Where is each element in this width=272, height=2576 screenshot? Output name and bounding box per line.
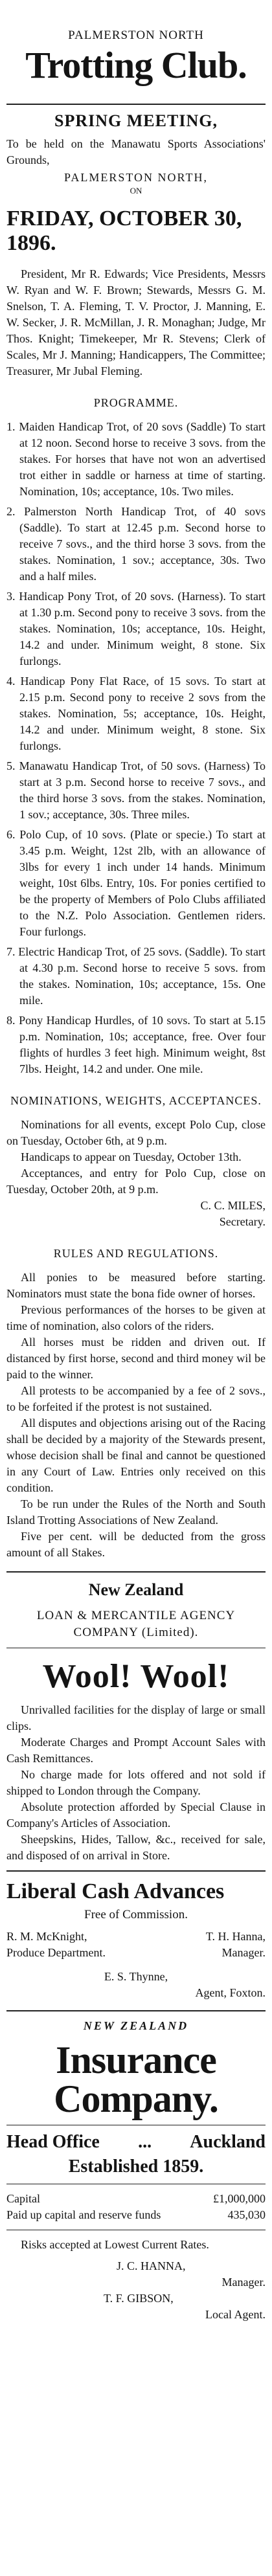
loan-nz-heading: New Zealand (88, 1580, 184, 1599)
signatory-name: R. M. McKnight, (6, 1930, 87, 1943)
insurance-nz-heading: NEW ZEALAND (83, 2019, 189, 2032)
meeting-date (6, 207, 266, 256)
established-line: Established 1859. (68, 2156, 204, 2177)
loan-company-line2: COMPANY (Limited). (73, 1626, 199, 1639)
wool-heading: Wool! Wool! (42, 1658, 230, 1695)
commission-note: Free of Commission. (84, 1908, 188, 1921)
acceptances-close: Acceptances, and entry for Polo Cup, close on Tuesday, October 20th, at 9 p.m. (6, 1167, 266, 1196)
rule-item: All horses must be ridden and driven out. If distanced by first horse, second and third money wil be paid to the winner. (6, 1336, 266, 1381)
divider (6, 2010, 266, 2011)
meeting-on: ON (130, 186, 142, 196)
agent-name: E. S. Thynne, (104, 1970, 168, 1983)
head-office-dots: ... (138, 2132, 152, 2152)
loan-para: Unrivalled facilities for the display of large or small clips. (6, 1703, 266, 1732)
rule-item: Five per cent. will be deducted from the gross amount of all Stakes. (6, 1530, 266, 1559)
capital-value: £1,000,000 (213, 2192, 266, 2205)
race-item: 4. Handicap Pony Flat Race, of 15 sovs. To start at 2.15 p.m. Second pony to receive 2 sovs from the stakes. Nomination, 5s; acceptance, 10s. Height, 14.2 and under. Minimum weight, 8 stone. Six furlongs. (6, 675, 266, 752)
divider (6, 1870, 266, 1872)
town-heading: PALMERSTON NORTH (68, 28, 204, 42)
race-item: 5. Manawatu Handicap Trot, of 50 sovs. (Harness) To start at 3 p.m. Second horse to receive 7 sovs., and the third horse 3 sovs. from the stakes. Nomination, 1 sov.; acceptance, 30s. Three miles. (6, 759, 266, 821)
head-office-city: Auckland (190, 2132, 266, 2152)
manager-title: Manager. (221, 2276, 266, 2289)
nominations-close: Nominations for all events, except Polo Cup, close on Tuesday, October 6th, at 9 p.m. (6, 1118, 266, 1147)
capital-label: Capital (6, 2192, 40, 2205)
advertisement-column (6, 0, 266, 2323)
paid-up-value: 435,030 (227, 2208, 266, 2221)
capital-row (6, 2191, 266, 2207)
loan-para: Moderate Charges and Prompt Account Sales with Cash Remittances. (6, 1736, 266, 1765)
race-item: 1. Maiden Handicap Trot, of 20 sovs (Saddle) To start at 12 noon. Second horse to receive 3 sovs. from the stakes. For horses that have not won an advertised trot either in saddle or harness at time of starting. Nomination, 10s; acceptance, 10s. Two miles. (6, 420, 266, 498)
rule-item: All ponies to be measured before starting. Nominators must state the bona fide owner of horses. (6, 1271, 266, 1300)
race-item: 6. Polo Cup, of 10 sovs. (Plate or specie.) To start at 3.45 p.m. Weight, 12st 2lb, with an allowance of 3lbs for every 1 inch under 14 hands. Minimum weight, 10st 6lbs. Entry, 10s. For ponies certified to be the property of Members of Polo Clubs affiliated to the N.Z. Polo Association. Gentlemen riders. Four furlongs. (6, 828, 266, 938)
programme-title: PROGRAMME. (93, 396, 179, 409)
secretary-name: C. C. MILES, (200, 1199, 266, 1212)
rule-item: All disputes and objections arising out of the Racing shall be decided by a majority of the Stewards present, whose decision shall be final and cannot be questioned in any Court of Law. Entries only received on this condition. (6, 1417, 266, 1494)
rules-title: RULES AND REGULATIONS. (53, 1247, 219, 1260)
loan-para: No charge made for lots offered and not sold if shipped to London through the Company. (6, 1768, 266, 1797)
signatory-row (6, 1945, 266, 1961)
risks-note: Risks accepted at Lowest Current Rates. (21, 2238, 209, 2251)
race-item: 7. Electric Handicap Trot, of 25 sovs. (Saddle). To start at 4.30 p.m. Second horse to receive 5 sovs. from the stakes. Nomination, 10s; acceptance, 15s. One mile. (6, 945, 266, 1007)
loan-para: Sheepskins, Hides, Tallow, &c., received for sale, and disposed of on arrival in Store. (6, 1833, 266, 1862)
rule-item: To be run under the Rules of the North and South Island Trotting Associations of New Zealand. (6, 1497, 266, 1527)
head-office-label: Head Office (6, 2132, 100, 2152)
signatory-title: Manager. (221, 1946, 266, 1959)
meeting-date-text: FRIDAY, OCTOBER 30, 1896. (6, 207, 242, 255)
paid-up-row (6, 2207, 266, 2223)
paid-up-label: Paid up capital and reserve funds (6, 2208, 161, 2221)
divider (6, 104, 266, 105)
rule-item: All protests to be accompanied by a fee of 2 sovs., to be forfeited if the protest is not sustained. (6, 1384, 266, 1413)
cash-advances-heading: Liberal Cash Advances (6, 1879, 225, 1903)
signatory-name: T. H. Hanna, (205, 1930, 266, 1943)
meeting-title: SPRING MEETING, (54, 111, 218, 130)
race-list (6, 419, 266, 1077)
secretary-title: Secretary. (219, 1215, 266, 1228)
officers-list: President, Mr R. Edwards; Vice Presidents, Messrs W. Ryan and W. F. Brown; Stewards, Messrs G. M. Snelson, T. A. Fleming, T. V. Proctor, J. Manning, E. W. Secker, J. R. McMillan, J. R. Monaghan; Judge, Mr Thos. Knight; Timekeeper, Mr R. Stevens; Clerk of Scales, Mr J. Manning; Handicappers, The Committee; Treasurer, Mr Jubal Fleming. (6, 267, 266, 377)
loan-company-line1: LOAN & MERCANTILE AGENCY (36, 1609, 236, 1622)
divider (6, 1571, 266, 1573)
local-agent-title: Local Agent. (205, 2308, 266, 2321)
agent-location: Agent, Foxton. (195, 1986, 266, 1999)
race-item: 3. Handicap Pony Trot, of 20 sovs. (Harness). To start at 1.30 p.m. Second pony to receive 3 sovs. from the stakes. Nomination, 10s; acceptance, 10s. Height, 14.2 and under. Minimum weight, 8 stone. Six furlongs. (6, 590, 266, 667)
insurance-title: Insurance Company. (54, 2039, 218, 2120)
head-office-line (6, 2132, 266, 2153)
race-item: 2. Palmerston North Handicap Trot, of 40 sovs (Saddle). To start at 12.45 p.m. Second horse to receive 7 sovs., and the third horse 3 sovs. from the stakes. Nomination, 1 sov.; acceptance, 30s. Two and a half miles. (6, 505, 266, 583)
local-agent-name: T. F. GIBSON, (104, 2292, 174, 2305)
rule-item: Previous performances of the horses to be given at time of nomination, also colors of the riders. (6, 1303, 266, 1332)
meeting-intro: To be held on the Manawatu Sports Associations' Grounds, (6, 137, 266, 166)
club-title: Trotting Club. (25, 44, 247, 86)
loan-para: Absolute protection afforded by Special Clause in Company's Articles of Association. (6, 1800, 266, 1830)
signatory-row (6, 1929, 266, 1945)
signatory-title: Produce Department. (6, 1946, 106, 1959)
race-item: 8. Pony Handicap Hurdles, of 10 sovs. To start at 5.15 p.m. Nomination, 10s; acceptance, free. Over four flights of hurdles 3 feet high. Minimum weight, 8st 7lbs. Height, 14.2 and under. One mile. (6, 1014, 266, 1075)
handicaps-date: Handicaps to appear on Tuesday, October 13th. (21, 1150, 242, 1163)
manager-name: J. C. HANNA, (117, 2259, 186, 2272)
meeting-place: PALMERSTON NORTH, (64, 171, 208, 184)
nominations-title: NOMINATIONS, WEIGHTS, ACCEPTANCES. (10, 1094, 262, 1107)
